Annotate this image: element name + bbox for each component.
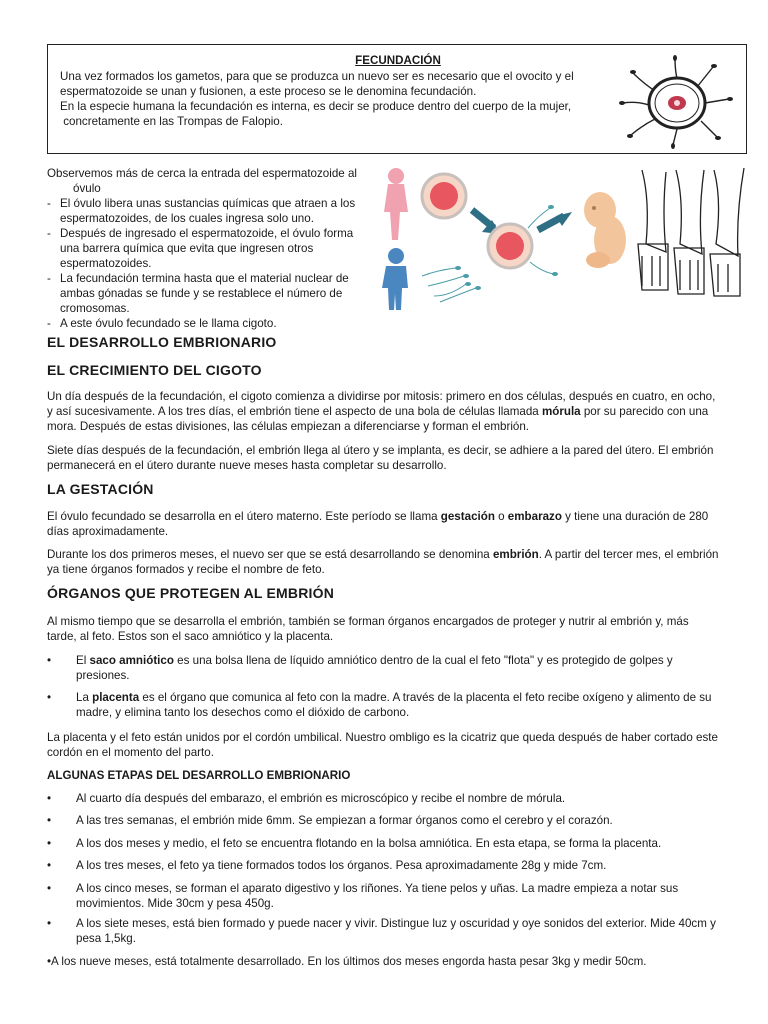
etapa-item <box>47 916 725 946</box>
list-item-cont: espermatozoides. <box>60 257 152 270</box>
heading-gestacion: LA GESTACIÓN <box>47 481 154 497</box>
text-run: El <box>76 654 90 667</box>
etapa-text: A los tres meses, el feto ya tiene formados todos los órganos. Pesa aproximadamente 28g y mide 7cm. <box>76 859 607 872</box>
etapa-text: pesa 1,5kg. <box>76 932 136 945</box>
paragraph-line <box>76 653 725 668</box>
bold-term: embarazo <box>507 510 562 523</box>
fertilization-illustration <box>378 164 748 314</box>
fecundacion-line: concretamente en las Trompas de Falopio. <box>60 115 283 128</box>
fecundacion-title: FECUNDACIÓN <box>355 54 441 67</box>
organos-paragraph-1 <box>47 614 725 644</box>
gestacion-paragraph-2 <box>47 547 725 577</box>
list-item-cont: ambas gónadas se funde y se restablece el número de <box>60 287 343 300</box>
female-figure-icon <box>384 168 408 240</box>
paragraph-line: madre, y elimina tanto los desechos como el dióxido de carbono. <box>76 706 410 719</box>
fecundacion-text <box>60 69 600 129</box>
text-run: es el órgano que comunica al feto con la madre. A través de la placenta el feto recibe oxígeno y alimento de su <box>139 691 712 704</box>
bold-term: placenta <box>92 691 140 704</box>
paragraph-line <box>47 509 725 524</box>
observemos-intro: Observemos más de cerca la entrada del espermatozoide al <box>47 167 357 180</box>
list-item-text: A este óvulo fecundado se le llama cigoto. <box>60 317 277 330</box>
etapa-text: A los siete meses, está bien formado y puede nacer y vivir. Distingue luz y oscuridad y oye sonidos del exterior. Mide 40cm y <box>76 917 716 930</box>
bold-term: gestación <box>440 510 495 523</box>
list-item <box>47 271 365 286</box>
paragraph-line: Un día después de la fecundación, el cigoto comienza a dividirse por mitosis: primero en dos células, después en cuatro, en ocho, <box>47 390 716 403</box>
heading-organos: ÓRGANOS QUE PROTEGEN AL EMBRIÓN <box>47 585 334 601</box>
paragraph-line <box>47 547 725 562</box>
etapa-item <box>47 836 725 851</box>
etapa-item <box>47 858 725 873</box>
paragraph-line: La placenta y el feto están unidos por el cordón umbilical. Nuestro ombligo es la cicatriz que queda después de haber cortado este <box>47 731 718 744</box>
list-item <box>47 196 365 211</box>
organos-bullet-saco <box>47 653 725 683</box>
crecimiento-paragraph-2 <box>47 443 725 473</box>
bullet-mark: • <box>47 814 52 827</box>
list-item <box>47 226 365 241</box>
paragraph-line: cordón en el momento del parto. <box>47 746 214 759</box>
organos-paragraph-2 <box>47 730 725 760</box>
list-item <box>47 316 365 331</box>
etapa-text: A los cinco meses, se forman el aparato digestivo y los riñones. Ya tiene pelos y uñas. La madre empieza a notar sus <box>76 882 679 895</box>
etapa-item <box>47 791 725 806</box>
bullet-mark: • <box>47 859 52 872</box>
observemos-intro-cont: óvulo <box>73 182 101 195</box>
paragraph-line: mora. Después de estas divisiones, las células empiezan a diferenciarse y forman el embrión. <box>47 420 530 433</box>
paragraph-line <box>76 690 725 705</box>
bold-term: embrión <box>492 548 539 561</box>
list-item-cont: una barrera química que evita que ingresen otros <box>60 242 314 255</box>
fetus-icon <box>584 192 626 268</box>
bullet-mark: • <box>47 691 52 704</box>
paragraph-line <box>47 404 725 419</box>
text-run: y tiene una duración de 280 <box>561 510 709 523</box>
paragraph-line: Siete días después de la fecundación, el embrión llega al útero y se implanta, es decir, se adhiere a la pared del útero. El embrión <box>47 444 714 457</box>
etapa-item <box>47 813 725 828</box>
heading-etapas: ALGUNAS ETAPAS DEL DESARROLLO EMBRIONARIO <box>47 769 351 782</box>
etapa-final: •A los nueve meses, está totalmente desarrollado. En los últimos dos meses engorda hasta pesar 3kg y medir 50cm. <box>47 955 647 968</box>
uterus-sections-icon <box>638 168 744 296</box>
gestacion-paragraph-1 <box>47 509 725 539</box>
text-run: Durante los dos primeros meses, el nuevo ser que se está desarrollando se denomina <box>47 548 493 561</box>
male-figure-icon <box>382 248 408 310</box>
paragraph-line: Al mismo tiempo que se desarrolla el embrión, también se forman órganos encargados de proteger y nutrir al embrión y, más <box>47 615 689 628</box>
bullet-mark: • <box>47 917 52 930</box>
text-run: es una bolsa llena de líquido amniótico dentro de la cual el feto "flota" y es protegido de golpes y <box>173 654 673 667</box>
bullet-mark: • <box>47 882 52 895</box>
crecimiento-paragraph-1 <box>47 389 725 434</box>
bold-term: saco amniótico <box>89 654 174 667</box>
paragraph-line: presiones. <box>76 669 130 682</box>
heading-desarrollo: EL DESARROLLO EMBRIONARIO <box>47 334 277 350</box>
text-run: o <box>494 510 508 523</box>
paragraph-line: días aproximadamente. <box>47 525 169 538</box>
list-item-text: La fecundación termina hasta que el material nuclear de <box>60 272 349 285</box>
fecundacion-line: Una vez formados los gametos, para que se produzca un nuevo ser es necesario que el ovocito y el <box>60 70 574 83</box>
observemos-section <box>47 166 365 331</box>
list-item-cont: cromosomas. <box>60 302 130 315</box>
paragraph-line: tarde, al feto. Estos son el saco amniótico y la placenta. <box>47 630 334 643</box>
bullet-mark: • <box>47 792 52 805</box>
fecundacion-line: En la especie humana la fecundación es interna, es decir se produce dentro del cuerpo de la mujer, <box>60 100 572 113</box>
fecundacion-line: espermatozoide se unan y fusionen, a este proceso se le denomina fecundación. <box>60 85 477 98</box>
paragraph-line: permanecerá en el útero durante nueve meses hasta completar su desarrollo. <box>47 459 447 472</box>
list-item-cont: espermatozoides, de los cuales ingresa solo uno. <box>60 212 314 225</box>
text-run: La <box>76 691 93 704</box>
etapa-text: A los dos meses y medio, el feto se encuentra flotando en la bolsa amniótica. En esta etapa, se forma la placenta. <box>76 837 662 850</box>
paragraph-line: ya tiene órganos formados y recibe el nombre de feto. <box>47 563 325 576</box>
heading-crecimiento: EL CRECIMIENTO DEL CIGOTO <box>47 362 262 378</box>
ovum-sperm-illustration <box>613 53 741 149</box>
etapa-text: Al cuarto día después del embarazo, el embrión es microscópico y recibe el nombre de mórula. <box>76 792 566 805</box>
etapa-item <box>47 881 725 911</box>
bullet-mark: • <box>47 654 52 667</box>
list-item-text: Después de ingresado el espermatozoide, el óvulo forma <box>60 227 354 240</box>
etapa-text: movimientos. Mide 30cm y pesa 450g. <box>76 897 274 910</box>
etapa-text: A las tres semanas, el embrión mide 6mm. Se empiezan a formar órganos como el cerebro y el corazón. <box>76 814 613 827</box>
text-run: por su parecido con una <box>580 405 709 418</box>
text-run: . A partir del tercer mes, el embrión <box>538 548 719 561</box>
text-run: El óvulo fecundado se desarrolla en el útero materno. Este período se llama <box>47 510 441 523</box>
text-run: y así sucesivamente. A los tres días, el embrión tiene el aspecto de una bola de células llamada <box>47 405 542 418</box>
organos-bullet-placenta <box>47 690 725 720</box>
fecundacion-box <box>47 44 747 154</box>
list-item-text: El óvulo libera unas sustancias químicas que atraen a los <box>60 197 356 210</box>
bold-term: mórula <box>541 405 581 418</box>
bullet-mark: • <box>47 837 52 850</box>
